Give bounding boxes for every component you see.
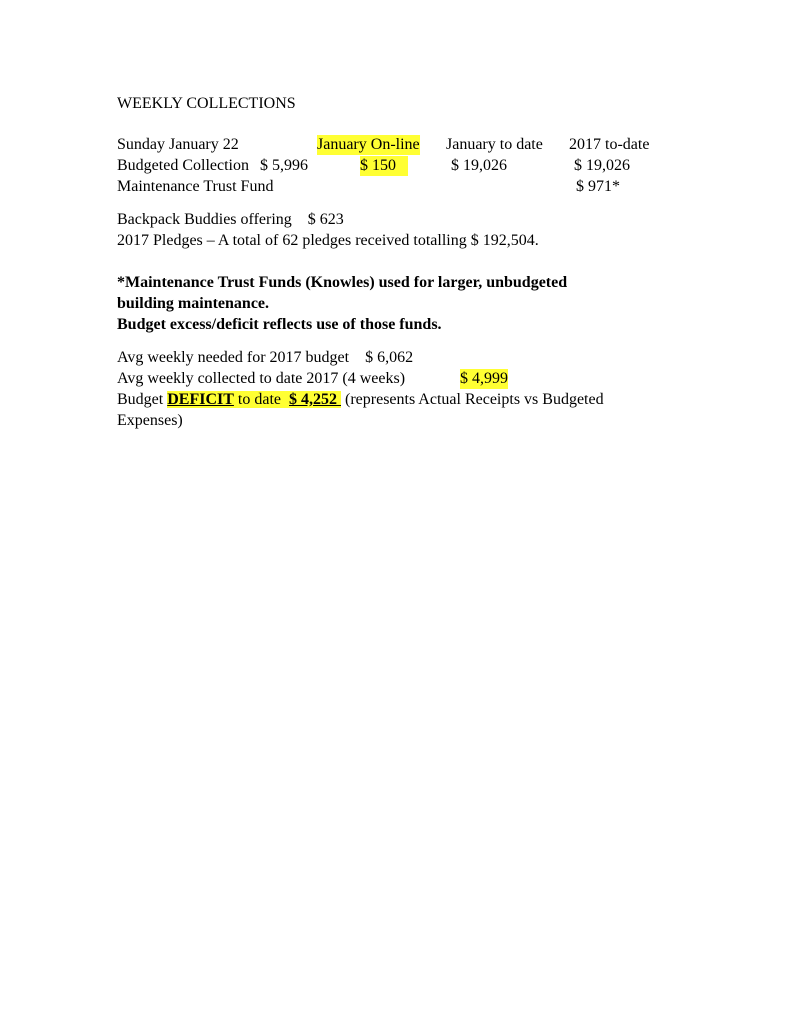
budgeted-collection-label: Budgeted Collection: [117, 157, 249, 174]
avg-weekly-collected-value: $ 4,999: [460, 370, 508, 387]
maintenance-fund-amount: $ 971*: [576, 178, 620, 195]
online-column-header: January On-line: [317, 136, 420, 153]
deficit-highlight: [167, 391, 341, 408]
budget-deficit-line: [117, 390, 604, 410]
budget-deficit-line-2: Expenses): [117, 412, 183, 429]
note-line-1: *Maintenance Trust Funds (Knowles) used for larger, unbudgeted: [117, 274, 568, 291]
report-date: Sunday January 22: [117, 136, 239, 153]
year-to-date-column-header: 2017 to-date: [569, 136, 650, 153]
pledges-line: 2017 Pledges – A total of 62 pledges received totalling $ 192,504.: [117, 232, 539, 249]
deficit-amount: $ 4,252: [289, 391, 337, 408]
avg-weekly-needed-line: Avg weekly needed for 2017 budget $ 6,062: [117, 349, 414, 366]
note-line-3: Budget excess/deficit reflects use of those funds.: [117, 316, 442, 333]
deficit-mid: to date: [233, 391, 289, 408]
deficit-word: DEFICIT: [167, 391, 234, 408]
backpack-buddies-line: Backpack Buddies offering $ 623: [117, 211, 344, 228]
month-to-date-amount: $ 19,026: [451, 157, 507, 174]
avg-weekly-collected-label: Avg weekly collected to date 2017 (4 weeks): [117, 370, 406, 387]
budgeted-collection-amount: $ 5,996: [260, 157, 308, 174]
online-amount: $ 150: [360, 156, 408, 176]
note-line-2: building maintenance.: [117, 295, 270, 312]
month-to-date-column-header: January to date: [446, 136, 543, 153]
deficit-prefix: Budget: [117, 391, 168, 408]
year-to-date-amount: $ 19,026: [574, 157, 630, 174]
maintenance-fund-label: Maintenance Trust Fund: [117, 178, 274, 195]
deficit-suffix: (represents Actual Receipts vs Budgeted: [341, 391, 604, 408]
document-title: WEEKLY COLLECTIONS: [117, 95, 296, 112]
